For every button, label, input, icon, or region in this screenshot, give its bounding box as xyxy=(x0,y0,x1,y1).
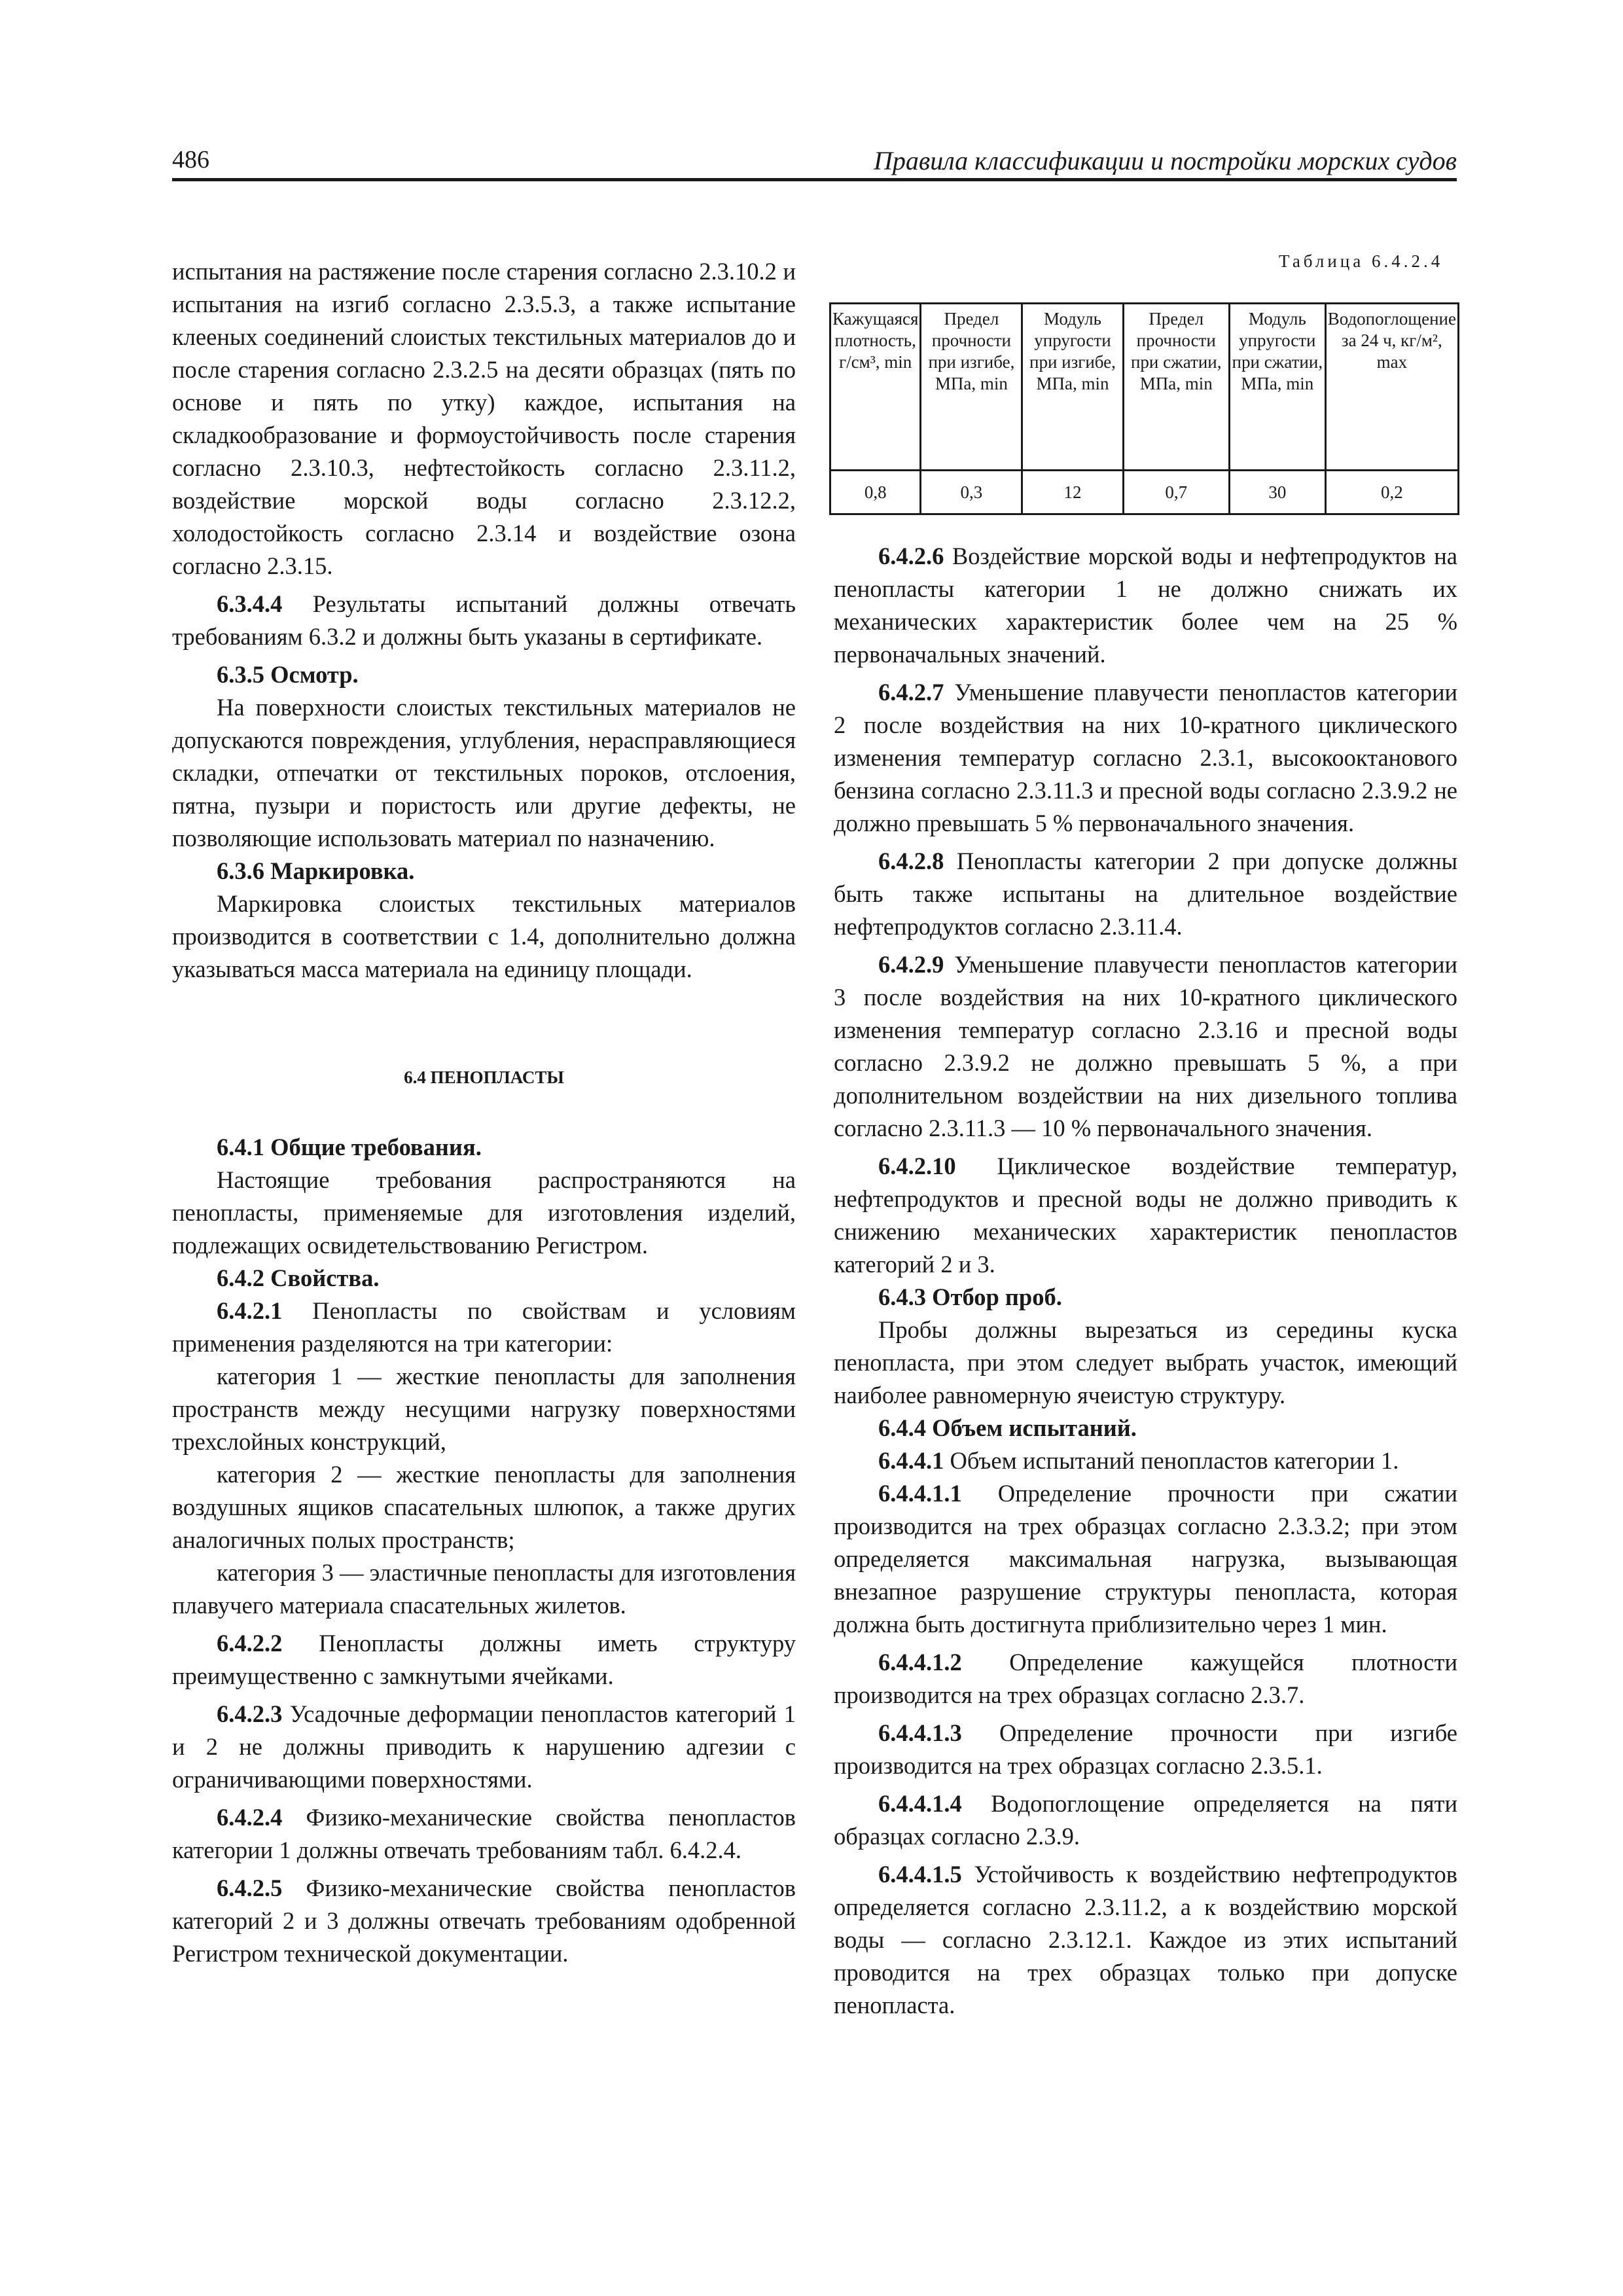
category-item: категория 1 — жесткие пенопласты для заполнения пространств между несущими нагрузку поверхностями трехслойных конструкций, xyxy=(172,1363,796,1455)
clause-text: Воздействие морской воды и нефтепродуктов на пенопласты категории 1 не должно снижать их механических характеристик более чем на 25 % первоначальных значений. xyxy=(834,543,1458,668)
table-cell: 0,8 xyxy=(830,471,921,514)
subsection-heading: 6.4.1 Общие требования. xyxy=(217,1134,482,1160)
table-cell: 12 xyxy=(1022,471,1123,514)
clause-text: Усадочные деформации пенопластов категорий 1 и 2 не должны приводить к нарушению адгезии с ограничивающими поверхностями. xyxy=(172,1700,796,1793)
table-cell: 0,2 xyxy=(1325,471,1458,514)
paragraph xyxy=(172,588,796,653)
paragraph: Маркировка слоистых текстильных материалов производится в соответствии с 1.4, дополнительно должна указываться масса материала на единицу площади. xyxy=(172,890,796,982)
subsection-heading: 6.3.6 Маркировка. xyxy=(217,857,415,884)
clause-number: 6.4.2.1 xyxy=(217,1297,283,1324)
table-cell: 30 xyxy=(1229,471,1325,514)
clause-number: 6.4.4.1.3 xyxy=(878,1719,962,1746)
header-rule xyxy=(172,178,1457,181)
table-header-cell: Предел прочности при сжатии, МПа, min xyxy=(1123,304,1229,471)
paragraph xyxy=(172,1801,796,1867)
clause-number: 6.4.4.1 xyxy=(878,1447,944,1474)
paragraph xyxy=(834,540,1457,671)
clause-text: Определение прочности при изгибе производится на трех образцах согласно 2.3.5.1. xyxy=(834,1719,1457,1779)
table-header-cell: Водопоглощение за 24 ч, кг/м², max xyxy=(1325,304,1458,471)
subsection-heading: 6.3.5 Осмотр. xyxy=(217,661,359,688)
table-cell: 0,7 xyxy=(1123,471,1229,514)
table-caption: Таблица 6.4.2.4 xyxy=(1279,251,1444,271)
table-header-cell: Модуль упругости при сжатии, МПа, min xyxy=(1229,304,1325,471)
clause-text: Определение кажущейся плотности производится на трех образцах согласно 2.3.7. xyxy=(834,1649,1457,1708)
clause-number: 6.4.4.1.2 xyxy=(878,1649,962,1676)
page-number: 486 xyxy=(172,146,209,173)
paragraph xyxy=(834,1717,1457,1782)
clause-number: 6.4.2.5 xyxy=(217,1874,283,1901)
table-row xyxy=(830,471,1459,514)
table-header-cell: Кажущаяся плотность, г/см³, min xyxy=(830,304,921,471)
clause-number: 6.4.2.10 xyxy=(878,1153,956,1179)
paragraph xyxy=(834,1477,1457,1641)
clause-text: Физико-механические свойства пенопластов категорий 2 и 3 должны отвечать требованиям одобренной Регистром технической документации. xyxy=(172,1874,796,1967)
clause-text: Объем испытаний пенопластов категории 1. xyxy=(950,1447,1399,1474)
paragraph: На поверхности слоистых текстильных материалов не допускаются повреждения, углубления, нерасправляющиеся складки, отпечатки от текстильных пороков, отслоения, пятна, пузыри и пористость или другие дефекты, не позволяющие использовать материал по назначению. xyxy=(172,694,796,852)
clause-text: Определение прочности при сжатии производится на трех образцах согласно 2.3.3.2; при этом определяется максимальная нагрузка, вызывающая внезапное разрушение структуры пенопласта, которая должна быть достигнута приблизительно через 1 мин. xyxy=(834,1480,1457,1638)
section-title: 6.4 ПЕНОПЛАСТЫ xyxy=(404,1067,564,1087)
subsection-heading: 6.4.4 Объем испытаний. xyxy=(878,1414,1137,1441)
clause-text: Пенопласты должны иметь структуру преимущественно с замкнутыми ячейками. xyxy=(172,1630,796,1689)
subsection-heading: 6.4.3 Отбор проб. xyxy=(878,1283,1062,1310)
paragraph: испытания на растяжение после старения согласно 2.3.10.2 и испытания на изгиб согласно 2.3.5.3, а также испытание клееных соединений слоистых текстильных материалов до и после старения согласно 2.3.2.5 на десяти образцах (пять по основе и пять по утку) каждое, испытания на складкообразование и формоустойчивость после старения согласно 2.3.10.3, нефтестойкость согласно 2.3.11.2, воздействие морской воды согласно 2.3.12.2, холодостойкость согласно 2.3.14 и воздействие озона согласно 2.3.15. xyxy=(172,258,796,579)
clause-number: 6.4.2.8 xyxy=(878,848,944,874)
paragraph xyxy=(172,1295,796,1360)
paragraph xyxy=(834,1150,1457,1281)
clause-text: Уменьшение плавучести пенопластов категории 3 после воздействия на них 10-кратного циклического изменения температур согласно 2.3.16 и пресной воды согласно 2.3.9.2 не должно превышать 5 %, а при дополнительном воздействии на них дизельного топлива согласно 2.3.11.3 — 10 % первоначального значения. xyxy=(834,951,1458,1141)
paragraph xyxy=(834,845,1457,943)
paragraph xyxy=(834,1646,1457,1712)
paragraph xyxy=(834,1858,1457,2022)
clause-text: Водопоглощение определяется на пяти образцах согласно 2.3.9. xyxy=(834,1790,1457,1850)
paragraph xyxy=(172,1872,796,1970)
clause-text: Циклическое воздействие температур, нефтепродуктов и пресной воды не должно приводить к снижению механических характеристик пенопластов категорий 2 и 3. xyxy=(834,1153,1457,1278)
table-header-cell: Модуль упругости при изгибе, МПа, min xyxy=(1022,304,1123,471)
clause-number: 6.4.2.2 xyxy=(217,1630,283,1657)
table-header-row xyxy=(830,304,1459,471)
table-cell: 0,3 xyxy=(921,471,1022,514)
paragraph xyxy=(834,676,1457,840)
subsection-heading: 6.4.2 Свойства. xyxy=(217,1265,380,1291)
left-column xyxy=(172,255,796,1970)
paragraph xyxy=(834,948,1457,1145)
clause-number: 6.4.2.6 xyxy=(878,543,944,569)
clause-number: 6.4.2.3 xyxy=(217,1700,283,1727)
right-column xyxy=(834,540,1457,2022)
paragraph: Настоящие требования распространяются на пенопласты, применяемые для изготовления изделий, подлежащих освидетельствованию Регистром. xyxy=(172,1166,796,1259)
clause-text: Устойчивость к воздействию нефтепродуктов определяется согласно 2.3.11.2, а к воздействию морской воды — согласно 2.3.12.1. Каждое из этих испытаний проводится на трех образцах только при допуске пенопласта. xyxy=(834,1861,1457,2018)
running-title: Правила классификации и постройки морских судов xyxy=(873,146,1457,175)
paragraph xyxy=(834,1444,1457,1477)
clause-text: Физико-механические свойства пенопластов категории 1 должны отвечать требованиям табл. 6.4.2.4. xyxy=(172,1804,796,1863)
properties-table xyxy=(829,302,1459,515)
clause-number: 6.4.4.1.1 xyxy=(878,1480,962,1507)
clause-text: Результаты испытаний должны отвечать требованиям 6.3.2 и должны быть указаны в сертификате. xyxy=(172,590,796,650)
table-header-cell: Предел прочности при изгибе, МПа, min xyxy=(921,304,1022,471)
paragraph xyxy=(834,1787,1457,1853)
clause-number: 6.4.4.1.5 xyxy=(878,1861,962,1888)
paragraph: Пробы должны вырезаться из середины куска пенопласта, при этом следует выбрать участок, имеющий наиболее равномерную ячеистую структуру. xyxy=(834,1316,1457,1408)
paragraph xyxy=(172,1698,796,1796)
clause-number: 6.4.4.1.4 xyxy=(878,1790,962,1817)
paragraph xyxy=(172,1627,796,1693)
clause-text: Уменьшение плавучести пенопластов категории 2 после воздействия на них 10-кратного циклического изменения температур согласно 2.3.1, высокооктанового бензина согласно 2.3.11.3 и пресной воды согласно 2.3.9.2 не должно превышать 5 % первоначального значения. xyxy=(834,679,1458,836)
clause-number: 6.3.4.4 xyxy=(217,590,283,617)
clause-text: Пенопласты по свойствам и условиям применения разделяются на три категории: xyxy=(172,1297,796,1357)
clause-number: 6.4.2.7 xyxy=(878,679,944,706)
clause-number: 6.4.2.9 xyxy=(878,951,944,978)
category-item: категория 3 — эластичные пенопласты для изготовления плавучего материала спасательных жилетов. xyxy=(172,1559,796,1619)
category-item: категория 2 — жесткие пенопласты для заполнения воздушных ящиков спасательных шлюпок, а также других аналогичных полых пространств; xyxy=(172,1461,796,1553)
clause-text: Пенопласты категории 2 при допуске должны быть также испытаны на длительное воздействие нефтепродуктов согласно 2.3.11.4. xyxy=(834,848,1458,940)
clause-number: 6.4.2.4 xyxy=(217,1804,283,1831)
